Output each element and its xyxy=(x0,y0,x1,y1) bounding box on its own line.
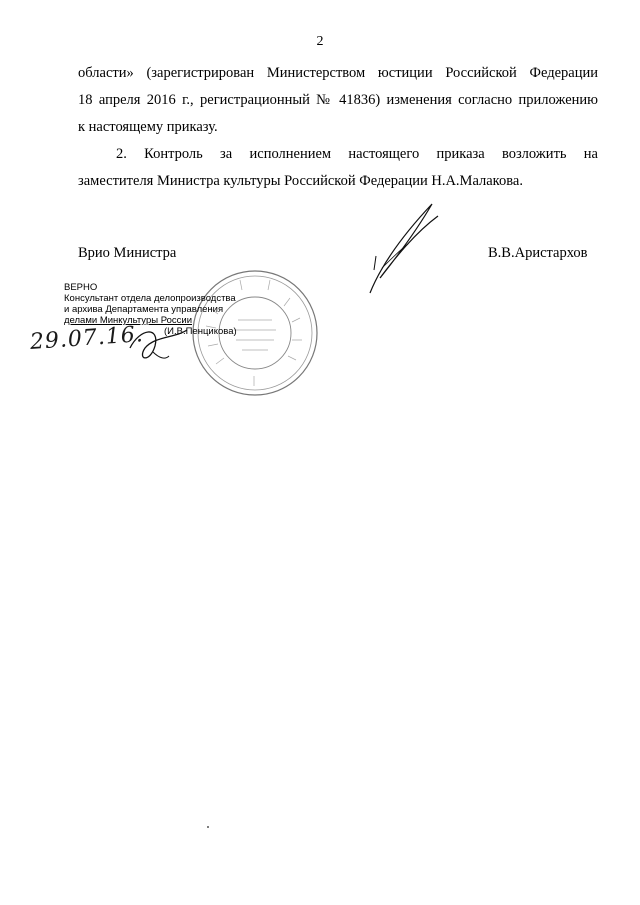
consultant-signature-icon xyxy=(125,318,195,368)
certification-line: делами Минкультуры России xyxy=(64,315,193,326)
minister-signature-icon xyxy=(360,198,450,298)
paragraph-2-line: 2. Контроль за исполнением настоящего приказа возложить на xyxy=(116,146,598,162)
signer-position: Врио Министра xyxy=(78,245,177,261)
scan-speck xyxy=(207,826,209,828)
paragraph-1 xyxy=(78,60,598,141)
certification-signer: (И.В.Пенцикова) xyxy=(164,326,237,337)
paragraph-2 xyxy=(78,141,598,195)
paragraph-1-line: 18 апреля 2016 г., регистрационный № 41836) изменения согласно приложению xyxy=(78,92,598,108)
paragraph-2-line: заместителя Министра культуры Российской Федерации Н.А.Малакова. xyxy=(78,173,523,189)
certification-line: Консультант отдела делопроизводства xyxy=(64,293,236,304)
certification-heading: ВЕРНО xyxy=(64,282,98,293)
signer-name: В.В.Аристархов xyxy=(488,245,588,261)
paragraph-1-line: области» (зарегистрирован Министерством юстиции Российской Федерации xyxy=(78,65,598,81)
page-number: 2 xyxy=(316,34,324,49)
certification-line: и архива Департамента управления xyxy=(64,304,224,315)
handwritten-date: 29.07.16. xyxy=(29,322,145,355)
paragraph-1-line: к настоящему приказу. xyxy=(78,119,218,135)
